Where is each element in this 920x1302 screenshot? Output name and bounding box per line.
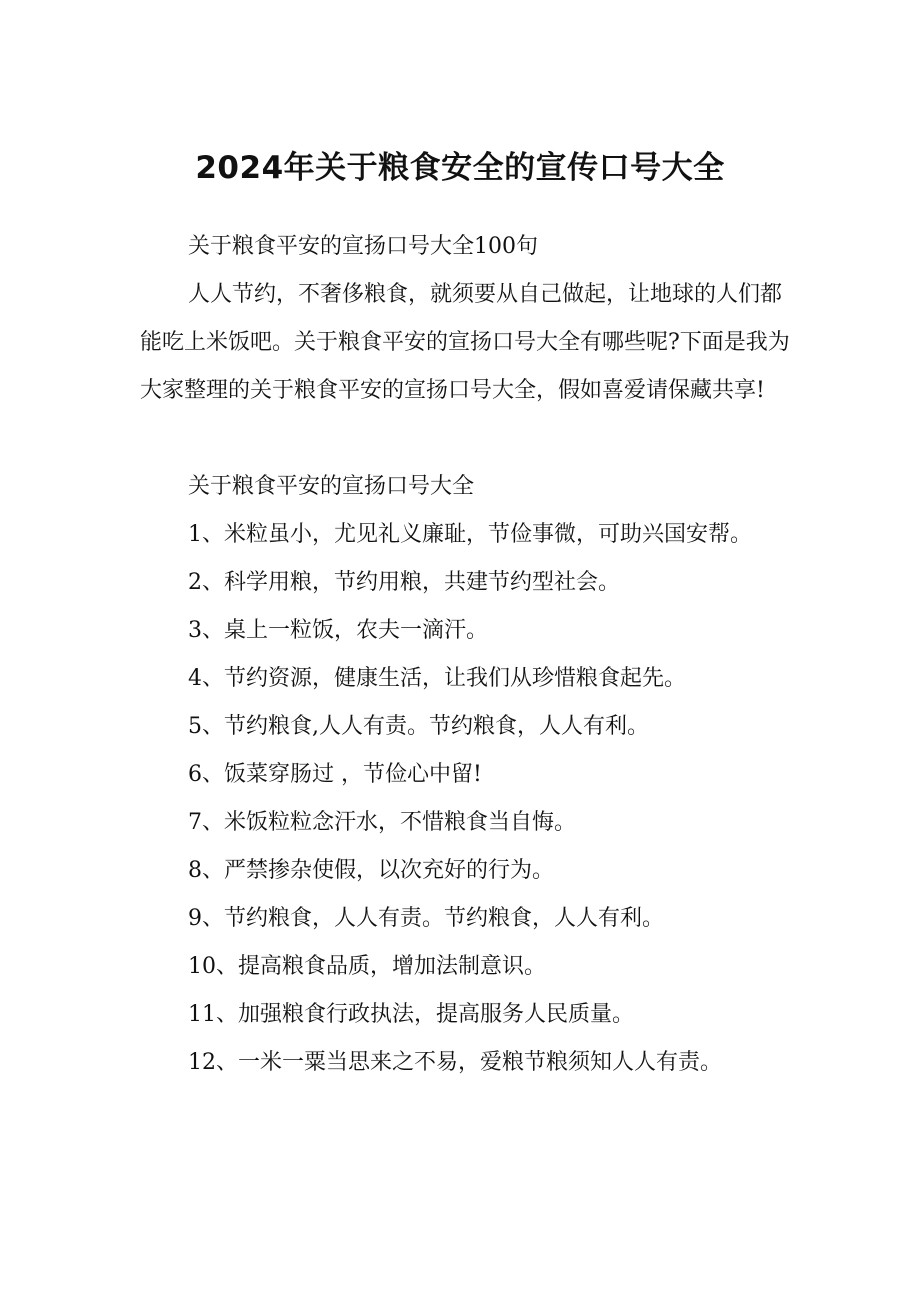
slogan-item: 4、节约资源，健康生活，让我们从珍惜粮食起先。	[188, 666, 686, 691]
slogan-item: 7、米饭粒粒念汗水，不惜粮食当自悔。	[188, 810, 576, 835]
slogan-item: 8、严禁掺杂使假，以次充好的行为。	[188, 858, 554, 883]
document-title: 2024年关于粮食安全的宣传口号大全	[195, 150, 725, 186]
slogan-item: 1、米粒虽小，尤见礼义廉耻，节俭事微，可助兴国安帮。	[188, 522, 752, 547]
slogan-item: 11、加强粮食行政执法，提高服务人民质量。	[188, 1002, 634, 1027]
document-body	[140, 223, 790, 1087]
slogan-item: 9、节约粮食，人人有责。节约粮食，人人有利。	[188, 906, 664, 931]
intro-paragraph: 人人节约，不奢侈粮食，就须要从自己做起，让地球的人们都能吃上米饭吧。关于粮食平安的宣扬口号大全有哪些呢?下面是我为大家整理的关于粮食平安的宣扬口号大全，假如喜爱请保藏共享!	[140, 282, 790, 403]
paragraph-spacer	[140, 415, 790, 463]
section-heading: 关于粮食平安的宣扬口号大全	[188, 474, 475, 499]
slogan-item: 10、提高粮食品质，增加法制意识。	[188, 954, 546, 979]
subtitle-paragraph: 关于粮食平安的宣扬口号大全100句	[188, 234, 538, 259]
slogan-item: 12、一米一粟当思来之不易，爱粮节粮须知人人有责。	[188, 1050, 722, 1075]
slogan-item: 2、科学用粮，节约用粮，共建节约型社会。	[188, 570, 620, 595]
slogan-item: 5、节约粮食,人人有责。节约粮食，人人有利。	[188, 714, 649, 739]
slogan-item: 6、饭菜穿肠过 ，节俭心中留!	[188, 762, 482, 787]
slogan-item: 3、桌上一粒饭，农夫一滴汗。	[188, 618, 488, 643]
